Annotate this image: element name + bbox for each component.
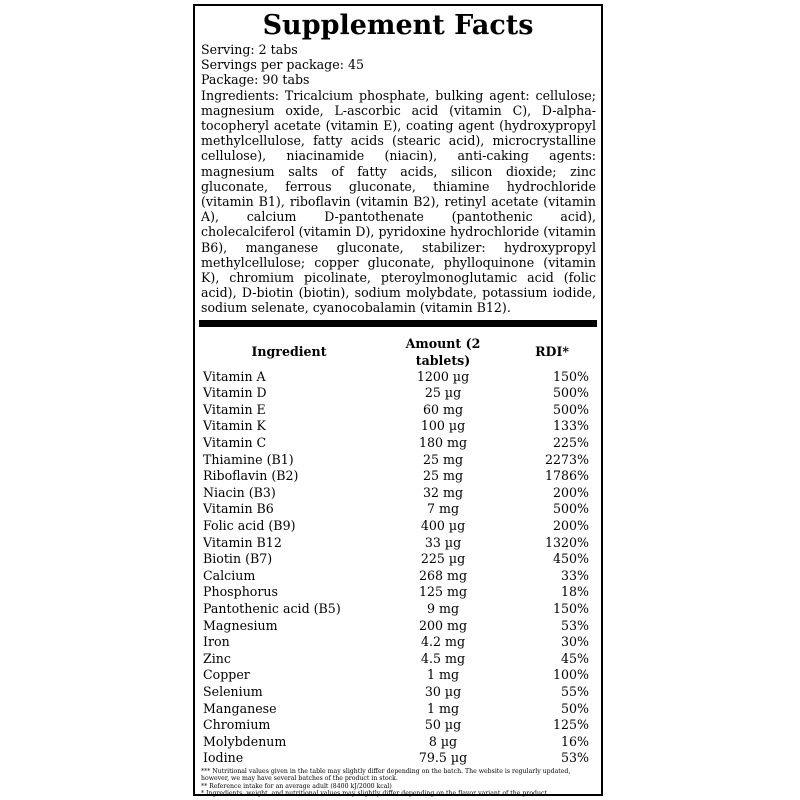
header-ingredient: Ingredient — [251, 344, 327, 360]
nutrient-amount: 400 µg — [420, 518, 466, 533]
table-row — [195, 385, 601, 402]
nutrient-amount: 4.5 mg — [420, 650, 466, 666]
nutrient-name: Vitamin K — [203, 418, 266, 434]
nutrient-name: Chromium — [203, 717, 271, 733]
nutrient-amount: 32 mg — [422, 484, 464, 500]
nutrient-name: Phosphorus — [203, 584, 278, 600]
nutrient-name: Vitamin D — [203, 385, 267, 401]
nutrient-rdi: 30% — [561, 634, 589, 650]
servings-per-package: Servings per package: 45 — [201, 57, 364, 73]
nutrient-name: Riboflavin (B2) — [203, 468, 299, 484]
table-row — [195, 535, 601, 552]
nutrient-name: Iodine — [203, 750, 244, 766]
nutrient-amount: 25 mg — [422, 468, 464, 484]
table-row — [195, 452, 601, 469]
table-row — [195, 717, 601, 734]
nutrient-amount: 1 mg — [426, 700, 460, 716]
label-title: Supplement Facts — [262, 10, 534, 41]
nutrient-amount: 268 mg — [418, 567, 468, 583]
nutrient-amount: 4.2 mg — [420, 634, 466, 650]
nutrient-name: Vitamin B12 — [203, 534, 282, 550]
nutrient-rdi: 200% — [552, 518, 589, 533]
table-row — [195, 551, 601, 568]
nutrient-amount: 30 µg — [424, 683, 462, 699]
nutrient-rdi: 2273% — [544, 451, 589, 467]
nutrient-amount: 8 µg — [428, 733, 458, 749]
product-info — [195, 42, 601, 316]
nutrient-rdi: 1320% — [544, 534, 589, 550]
nutrient-rdi: 53% — [561, 750, 589, 766]
table-row — [195, 667, 601, 684]
nutrient-amount: 7 mg — [426, 501, 460, 517]
nutrient-table — [195, 335, 601, 767]
nutrient-amount: 200 mg — [418, 617, 468, 633]
nutrient-rdi: 500% — [552, 385, 589, 401]
nutrient-name: Vitamin A — [203, 368, 266, 384]
nutrient-rdi: 125% — [552, 717, 589, 733]
table-row — [195, 518, 601, 535]
nutrient-amount: 50 µg — [424, 717, 462, 733]
ingredients-list: Ingredients: Tricalcium phosphate, bulking agent: cellulose; magnesium oxide, L-ascorbic acid (vitamin C), D-alpha-tocopheryl acetate (vitamin E), coating agent (hydroxypropyl methylcellulose, fatty acids (stearic acid), microcrystalline cellulose), niacinamide (niacin), anti-caking agents: magnesium salts of fatty acids, silicon dioxide; zinc gluconate, ferrous gluconate, thiamine hydrochloride (vitamin B1), riboflavin (vitamin B2), retinyl acetate (vitamin A), calcium D-pantothenate (pantothenic acid), cholecalciferol (vitamin D), pyridoxine hydrochloride (vitamin B6), manganese gluconate, stabilizer: hydroxypropyl methylcellulose; copper gluconate, phylloquinone (vitamin K), chromium picolinate, pteroylmonoglutamic acid (folic acid), D-biotin (biotin), sodium molybdate, potassium iodide, sodium selenate, cyanocobalamin (vitamin B12). — [201, 87, 596, 316]
nutrient-name: Vitamin C — [203, 435, 267, 451]
nutrient-name: Copper — [203, 667, 250, 683]
nutrient-name: Iron — [203, 634, 230, 650]
table-row — [195, 402, 601, 419]
nutrient-name: Magnesium — [203, 617, 278, 633]
nutrient-rdi: 100% — [552, 667, 589, 683]
nutrient-name: Molybdenum — [203, 733, 287, 749]
nutrient-amount: 25 µg — [424, 385, 462, 401]
table-row — [195, 701, 601, 718]
nutrient-name: Niacin (B3) — [203, 484, 276, 500]
table-row — [195, 634, 601, 651]
nutrient-rdi: 50% — [561, 700, 589, 716]
table-row — [195, 684, 601, 701]
nutrient-rdi: 200% — [552, 484, 589, 500]
nutrient-name: Folic acid (B9) — [203, 518, 296, 533]
table-row — [195, 568, 601, 585]
table-row — [195, 501, 601, 518]
nutrient-rdi: 450% — [552, 551, 589, 567]
nutrient-amount: 225 µg — [420, 551, 466, 567]
header-rdi: RDI* — [535, 344, 569, 360]
serving-size: Serving: 2 tabs — [201, 42, 298, 57]
package-size: Package: 90 tabs — [201, 72, 310, 88]
table-row — [195, 435, 601, 452]
nutrient-rdi: 150% — [552, 600, 589, 616]
nutrient-rdi: 150% — [552, 368, 589, 384]
header-amount: Amount (2 tablets) — [405, 335, 481, 368]
nutrient-name: Pantothenic acid (B5) — [203, 600, 341, 616]
nutrient-rdi: 225% — [552, 435, 589, 451]
nutrient-name: Vitamin B6 — [203, 501, 274, 517]
footnote-reference-intake: ** Reference intake for an average adult (8400 kJ/2000 kcal) — [201, 782, 392, 790]
nutrient-rdi: 18% — [561, 584, 589, 600]
nutrient-name: Manganese — [203, 700, 277, 716]
nutrient-name: Calcium — [203, 567, 256, 583]
nutrient-table-body — [195, 369, 601, 767]
nutrient-amount: 9 mg — [426, 600, 460, 616]
table-row — [195, 584, 601, 601]
nutrient-name: Thiamine (B1) — [203, 451, 294, 467]
nutrient-amount: 180 mg — [418, 435, 468, 451]
table-row — [195, 601, 601, 618]
nutrient-name: Vitamin E — [203, 401, 266, 417]
nutrient-rdi: 33% — [561, 567, 589, 583]
nutrient-rdi: 55% — [561, 683, 589, 699]
nutrient-amount: 25 mg — [422, 451, 464, 467]
table-row — [195, 468, 601, 485]
nutrient-rdi: 500% — [552, 401, 589, 417]
nutrient-rdi: 16% — [561, 733, 589, 749]
footnote-flavor: * Ingredients, weight, and nutritional values may slightly differ depending on the flavor variant of the product. — [201, 790, 549, 798]
nutrient-amount: 33 µg — [424, 534, 462, 550]
table-row — [195, 651, 601, 668]
nutrient-amount: 79.5 µg — [418, 750, 468, 766]
table-row — [195, 485, 601, 502]
table-row — [195, 618, 601, 635]
nutrient-rdi: 500% — [552, 501, 589, 517]
table-row — [195, 418, 601, 435]
nutrient-amount: 1 mg — [426, 667, 460, 683]
table-row — [195, 734, 601, 751]
footnotes — [195, 767, 601, 798]
supplement-facts-label — [193, 4, 603, 796]
footnote-batch: *** Nutritional values given in the table may slightly differ depending on the batch. The website is regularly updated, however, we may have several batches of the product in stock. — [201, 767, 571, 783]
nutrient-amount: 100 µg — [420, 418, 466, 434]
nutrient-amount: 125 mg — [418, 584, 468, 600]
nutrient-name: Selenium — [203, 683, 263, 699]
table-row — [195, 369, 601, 386]
nutrient-amount: 1200 µg — [416, 368, 470, 384]
nutrient-amount: 60 mg — [422, 401, 464, 417]
nutrient-rdi: 133% — [552, 418, 589, 434]
nutrient-rdi: 1786% — [544, 468, 589, 484]
section-divider — [199, 320, 597, 327]
table-row — [195, 750, 601, 767]
nutrient-rdi: 53% — [561, 617, 589, 633]
nutrient-name: Zinc — [203, 650, 231, 666]
nutrient-rdi: 45% — [561, 650, 589, 666]
nutrient-name: Biotin (B7) — [203, 551, 273, 567]
table-header-row — [195, 335, 601, 369]
